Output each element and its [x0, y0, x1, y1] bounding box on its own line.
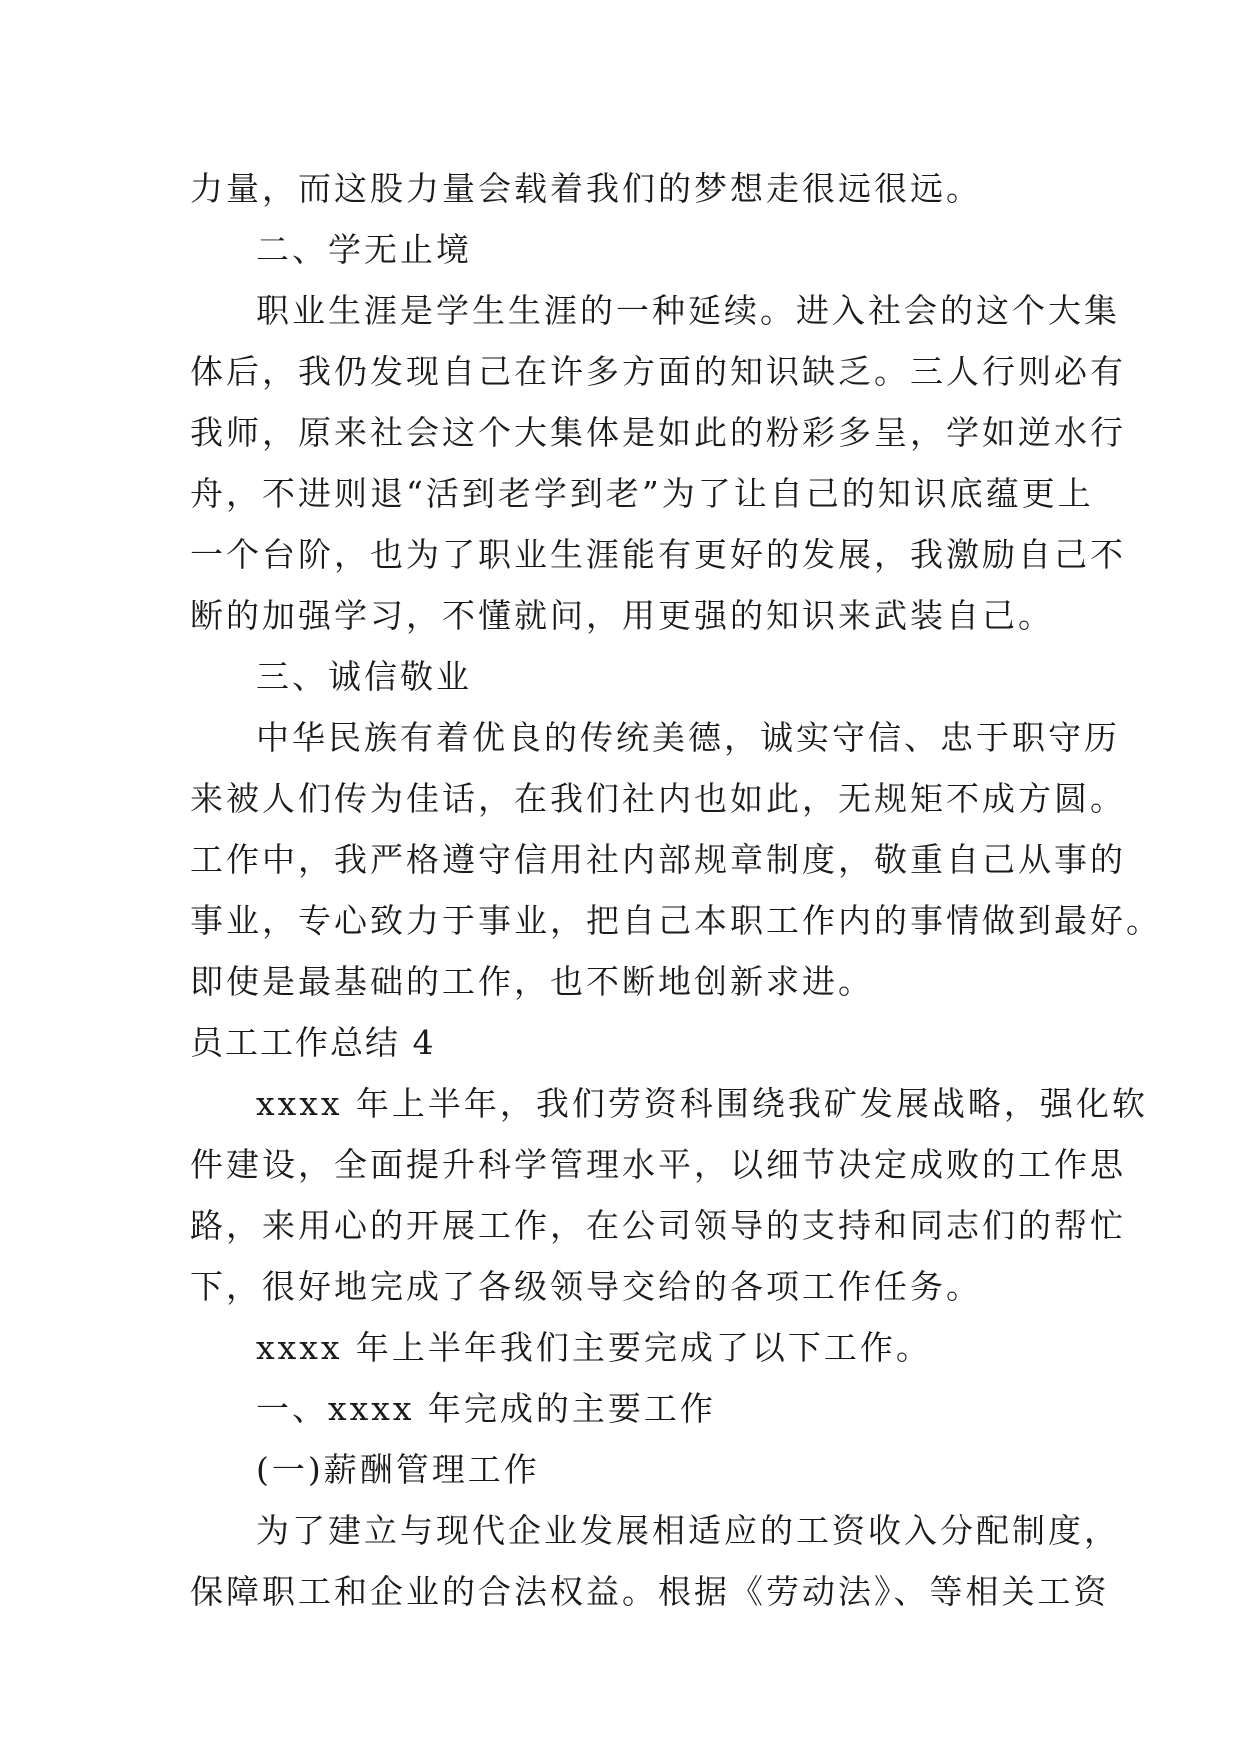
paragraph-line: 件建设，全面提升科学管理水平，以细节决定成败的工作思 — [190, 1145, 1126, 1184]
document-title: 员工工作总结 4 — [190, 1023, 436, 1062]
document-body — [190, 158, 1162, 1622]
section-heading: 二、学无止境 — [256, 230, 472, 269]
paragraph-line: 工作中，我严格遵守信用社内部规章制度，敬重自己从事的 — [190, 840, 1126, 879]
paragraph-line: 一个台阶，也为了职业生涯能有更好的发展，我激励自己不 — [190, 535, 1126, 574]
paragraph-line: 即使是最基础的工作，也不断地创新求进。 — [190, 962, 874, 1001]
paragraph-line: xxxx 年上半年，我们劳资科围绕我矿发展战略，强化软 — [256, 1084, 1148, 1123]
section-heading: 三、诚信敬业 — [256, 657, 472, 696]
paragraph-line: xxxx 年上半年我们主要完成了以下工作。 — [256, 1328, 932, 1367]
paragraph-line: 事业，专心致力于事业，把自己本职工作内的事情做到最好。 — [190, 901, 1162, 940]
paragraph-line: 断的加强学习，不懂就问，用更强的知识来武装自己。 — [190, 596, 1054, 635]
paragraph-line: 来被人们传为佳话，在我们社内也如此，无规矩不成方圆。 — [190, 779, 1126, 818]
paragraph-line: 体后，我仍发现自己在许多方面的知识缺乏。三人行则必有 — [190, 352, 1126, 391]
section-heading: 一、xxxx 年完成的主要工作 — [256, 1389, 716, 1428]
paragraph-line: 我师，原来社会这个大集体是如此的粉彩多呈，学如逆水行 — [190, 413, 1126, 452]
paragraph-line: 中华民族有着优良的传统美德，诚实守信、忠于职守历 — [256, 718, 1120, 757]
paragraph-line: 为了建立与现代企业发展相适应的工资收入分配制度， — [256, 1511, 1120, 1550]
paragraph-line: 舟，不进则退“活到老学到老”为了让自己的知识底蕴更上 — [190, 474, 1094, 513]
paragraph-line: 保障职工和企业的合法权益。根据《劳动法》、等相关工资 — [190, 1572, 1110, 1611]
paragraph-line: 路，来用心的开展工作，在公司领导的支持和同志们的帮忙 — [190, 1206, 1126, 1245]
subsection-heading: (一)薪酬管理工作 — [256, 1450, 540, 1489]
paragraph-line: 职业生涯是学生生涯的一种延续。进入社会的这个大集 — [256, 291, 1120, 330]
paragraph-line: 力量，而这股力量会载着我们的梦想走很远很远。 — [190, 169, 982, 208]
paragraph-line: 下，很好地完成了各级领导交给的各项工作任务。 — [190, 1267, 982, 1306]
